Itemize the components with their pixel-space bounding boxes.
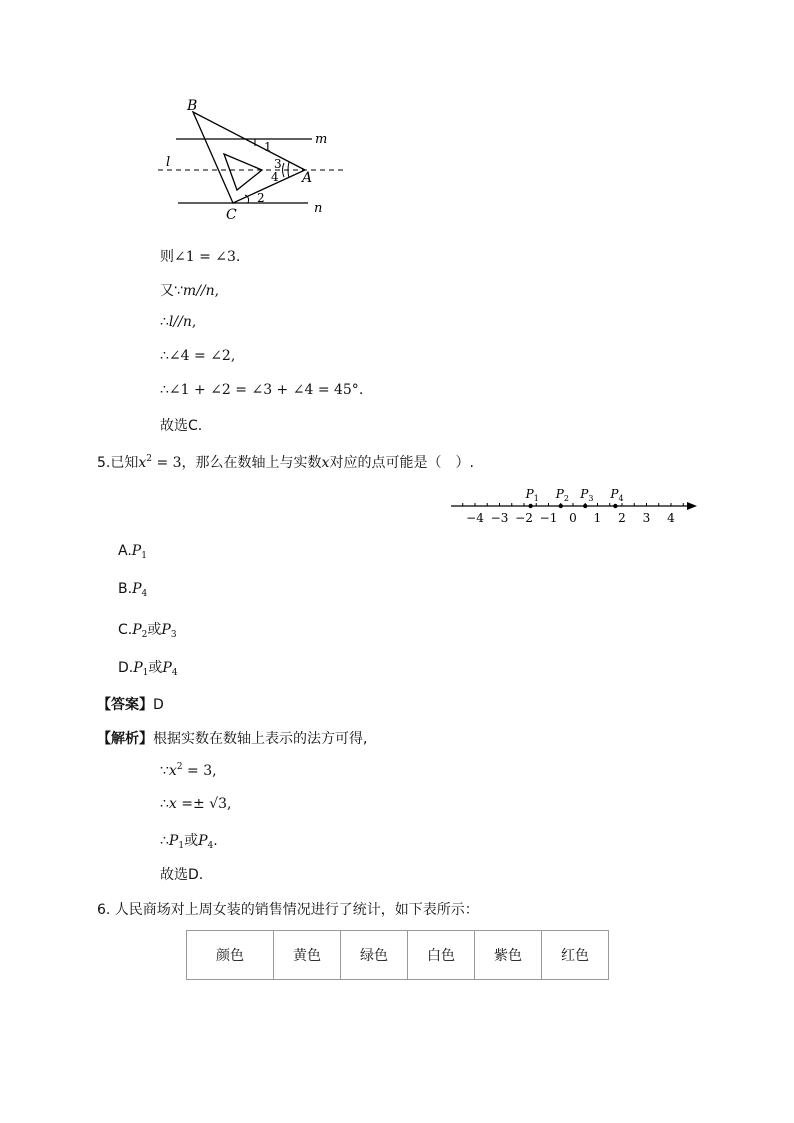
option-b[interactable]: $B.P_4$ xyxy=(118,581,148,599)
table-cell-purple: 紫色 xyxy=(475,931,542,980)
inner-triangle xyxy=(224,154,262,190)
proof-step-4: ∴∠4 = ∠2, xyxy=(160,348,236,364)
number-line-tick-label: 3 xyxy=(642,511,651,525)
number-line-arrow xyxy=(687,502,697,510)
option-a[interactable]: $A.P_1$ xyxy=(118,543,147,561)
analysis-line: 【解析】根据实数在数轴上表示的法方可得, xyxy=(97,731,368,747)
number-line-tick-label: 2 xyxy=(618,511,626,525)
table-row xyxy=(187,931,609,980)
number-line-tick-label: 0 xyxy=(569,511,577,525)
solution-step-2: ∴x =± √3, xyxy=(160,796,232,812)
solution-step-1: $\because x^2 = 3$, xyxy=(160,762,217,779)
number-line-point-p4 xyxy=(613,504,617,508)
question-6-stem: 6. 人民商场对上周女装的销售情况进行了统计，如下表所示： xyxy=(97,902,479,918)
label-angle-1: 1 xyxy=(264,140,272,154)
number-line-point-label: $P_1$ xyxy=(525,487,539,503)
table-cell-color: 颜色 xyxy=(187,931,274,980)
option-c[interactable]: $C.P_2$或$P_3$ xyxy=(118,622,177,640)
solution-step-3: $\therefore P_1$或$P_4$. xyxy=(160,833,218,851)
answer-value: D xyxy=(153,697,164,713)
label-angle-4: 4 xyxy=(271,170,279,184)
proof-step-1: 则∠1 = ∠3. xyxy=(160,249,241,265)
label-b: B xyxy=(187,98,198,114)
number-line-tick-label: −3 xyxy=(490,511,509,525)
table-cell-yellow: 黄色 xyxy=(274,931,341,980)
number-line-tick-label: 1 xyxy=(593,511,602,525)
number-line-point-label: $P_4$ xyxy=(610,487,624,503)
number-line-point-label: $P_2$ xyxy=(555,487,569,503)
question-5-stem: 5.已知$x^2 = 3$，那么在数轴上与实数x对应的点可能是（ ）. xyxy=(97,454,474,471)
number-line-point-label: $P_3$ xyxy=(580,487,594,503)
option-d[interactable]: $D.P_1$或$P_4$ xyxy=(118,660,178,678)
solution-conclusion: 故选D. xyxy=(160,867,204,883)
color-table xyxy=(186,930,609,980)
label-angle-2: 2 xyxy=(257,191,265,205)
option-letter: B. xyxy=(118,581,133,597)
label-angle-3: 3 xyxy=(274,157,282,171)
label-n: n xyxy=(314,201,323,216)
proof-step-3: ∴l//n, xyxy=(160,314,197,330)
label-a: A xyxy=(302,170,313,186)
outer-triangle xyxy=(193,112,305,203)
proof-conclusion: 故选C. xyxy=(160,418,203,434)
label-l: l xyxy=(166,155,171,170)
proof-step-5: ∴∠1 + ∠2 = ∠3 + ∠4 = 45°. xyxy=(160,382,364,398)
label-m: m xyxy=(315,132,328,147)
proof-step-2: 又∵m//n, xyxy=(160,283,220,299)
geometry-figure xyxy=(150,92,360,227)
option-letter: C. xyxy=(118,622,133,638)
answer-line: 【答案】D xyxy=(97,697,164,713)
number-line-tick-label: 4 xyxy=(667,511,675,525)
number-line-point-p2 xyxy=(559,504,563,508)
number-line-point-p1 xyxy=(528,504,532,508)
table-cell-green: 绿色 xyxy=(341,931,408,980)
number-line xyxy=(445,478,705,530)
number-line-point-p3 xyxy=(583,504,587,508)
label-c: C xyxy=(226,207,237,223)
number-line-tick-label: −1 xyxy=(539,511,558,525)
option-letter: A. xyxy=(118,543,132,559)
table-cell-white: 白色 xyxy=(408,931,475,980)
option-letter: D. xyxy=(118,660,134,676)
number-line-tick-label: −4 xyxy=(466,511,484,525)
number-line-tick-label: −2 xyxy=(515,511,533,525)
table-cell-red: 红色 xyxy=(542,931,609,980)
